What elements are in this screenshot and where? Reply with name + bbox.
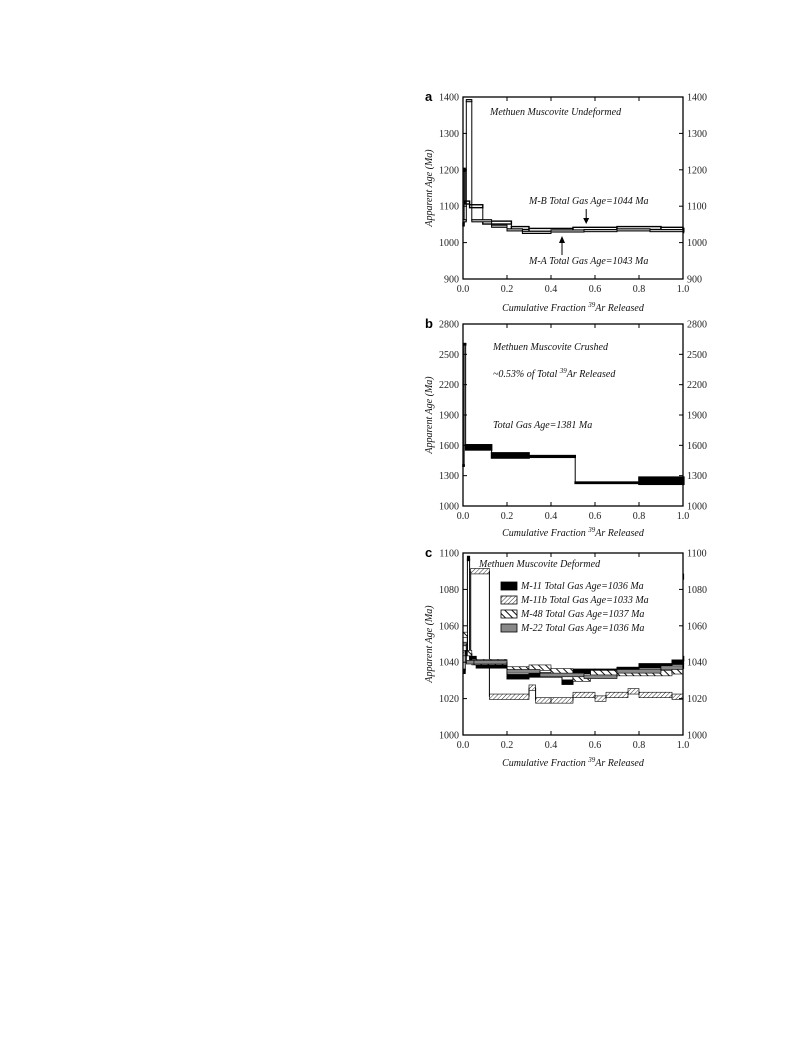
y-tick-label-left: 1020 (439, 694, 459, 706)
y-tick-label-left: 1400 (439, 92, 459, 104)
y-tick-label-right: 1900 (687, 410, 707, 422)
legend-swatch (501, 596, 517, 604)
x-tick-label: 0.6 (588, 740, 602, 751)
series-M-22 (463, 642, 684, 678)
step-bar (584, 675, 617, 679)
chart-title: Methuen Muscovite Deformed (479, 559, 601, 570)
step-bar (595, 696, 606, 701)
y-tick-label-left: 1060 (439, 621, 459, 633)
step-bar (628, 689, 639, 694)
x-tick-label: 0.0 (456, 740, 470, 751)
step-bar (551, 230, 584, 232)
y-tick-label-right: 1040 (687, 657, 707, 669)
step-bar (467, 650, 471, 655)
step-bar (529, 685, 536, 690)
x-tick-label: 0.2 (500, 511, 514, 522)
step-bar (463, 632, 467, 637)
x-tick-label: 0.6 (588, 284, 602, 295)
legend-swatch (501, 582, 517, 590)
step-bar (584, 229, 617, 231)
step-bar (489, 694, 529, 699)
y-tick-label-left: 1080 (439, 584, 459, 596)
y-axis-label: Apparent Age (Ma) (424, 605, 435, 683)
step-bar (507, 669, 540, 673)
y-tick-label-right: 2500 (687, 349, 707, 361)
panel-letter: c (425, 545, 433, 560)
y-tick-label-left: 1600 (439, 440, 459, 452)
step-bar (466, 660, 474, 664)
plot-frame (463, 97, 683, 279)
annotation-mb: M-B Total Gas Age=1044 Ma (529, 196, 649, 207)
x-tick-label: 1.0 (676, 740, 690, 751)
step-bar (472, 220, 492, 222)
step-bar (562, 680, 573, 684)
x-axis-label: Cumulative Fraction $^{39}$Ar Released (502, 526, 644, 539)
y-tick-label-right: 1100 (687, 548, 707, 560)
y-tick-label-right: 900 (687, 274, 702, 286)
y-tick-label-right: 1020 (687, 694, 707, 706)
x-axis-label: Cumulative Fraction $^{39}$Ar Released (502, 756, 644, 769)
arrowhead-mb (583, 218, 589, 224)
step-bar (529, 456, 575, 458)
y-tick-label-right: 1000 (687, 501, 707, 513)
y-tick-label-right: 1080 (687, 584, 707, 596)
x-tick-label: 0.2 (500, 740, 514, 751)
x-tick-label: 0.6 (588, 511, 602, 522)
y-tick-label-right: 1060 (687, 621, 707, 633)
step-bar (536, 698, 551, 703)
y-tick-label-left: 2200 (439, 380, 459, 392)
x-tick-label: 1.0 (676, 511, 690, 522)
step-bar (573, 692, 595, 697)
y-tick-label-left: 900 (444, 274, 459, 286)
step-bar (661, 666, 683, 670)
x-tick-label: 0.2 (500, 284, 514, 295)
y-tick-label-right: 1400 (687, 92, 707, 104)
y-tick-label-right: 2800 (687, 319, 707, 331)
total-gas-age-annotation: Total Gas Age=1381 Ma (493, 420, 593, 431)
y-tick-label-left: 1100 (439, 548, 459, 560)
panel-letter: b (425, 316, 433, 331)
step-bar (474, 660, 507, 664)
y-tick-label-right: 1000 (687, 730, 707, 742)
step-bar (507, 229, 522, 231)
y-tick-label-left: 1100 (439, 201, 459, 213)
y-tick-label-left: 1000 (439, 501, 459, 513)
step-bar (522, 231, 551, 233)
y-tick-label-right: 1100 (687, 201, 707, 213)
x-tick-label: 0.8 (632, 740, 646, 751)
legend-label: M-22 Total Gas Age=1036 Ma (521, 623, 645, 634)
y-tick-label-left: 1040 (439, 657, 459, 669)
x-tick-label: 1.0 (676, 284, 690, 295)
panel-letter: a (425, 89, 433, 104)
step-bar (492, 225, 507, 227)
y-tick-label-right: 2200 (687, 380, 707, 392)
step-bar (540, 673, 584, 677)
y-tick-label-left: 1000 (439, 238, 459, 250)
step-bar (639, 477, 683, 484)
y-tick-label-left: 1300 (439, 471, 459, 483)
series-M-A (463, 100, 684, 234)
legend-label: M-11 Total Gas Age=1036 Ma (521, 581, 644, 592)
arrowhead-ma (559, 236, 565, 243)
step-bar (650, 229, 683, 231)
x-tick-label: 0.8 (632, 284, 646, 295)
annotation-ma: M-A Total Gas Age=1043 Ma (529, 256, 649, 267)
y-tick-label-left: 2800 (439, 319, 459, 331)
panel-b (424, 316, 707, 539)
y-tick-label-right: 1000 (687, 238, 707, 250)
x-tick-label: 0.4 (544, 284, 558, 295)
legend-swatch (501, 610, 517, 618)
y-tick-label-left: 1900 (439, 410, 459, 422)
y-axis-label: Apparent Age (Ma) (424, 376, 435, 454)
y-tick-label-right: 1600 (687, 440, 707, 452)
x-tick-label: 0.8 (632, 511, 646, 522)
panel-a (424, 89, 707, 314)
step-bar (492, 453, 529, 458)
step-bar (617, 669, 661, 673)
chart-subtitle: ~0.53% of Total $^{39}$Ar Released (493, 367, 616, 380)
x-tick-label: 0.4 (544, 511, 558, 522)
chart-panels (424, 89, 707, 769)
x-tick-label: 0.0 (456, 284, 470, 295)
legend-swatch (501, 624, 517, 632)
step-bar (639, 692, 672, 697)
y-tick-label-left: 2500 (439, 349, 459, 361)
series-crushed (463, 344, 684, 485)
step-bar (507, 675, 529, 679)
x-tick-label: 0.0 (456, 511, 470, 522)
step-bar (617, 229, 650, 231)
step-bar (551, 698, 573, 703)
y-tick-label-left: 1200 (439, 165, 459, 177)
step-bar (466, 445, 492, 450)
chart-title: Methuen Muscovite Crushed (493, 342, 608, 353)
y-tick-label-left: 1000 (439, 730, 459, 742)
step-bar (606, 692, 628, 697)
panel-c (424, 545, 707, 769)
chart-title: Methuen Muscovite Undeformed (490, 107, 622, 118)
step-bar (575, 482, 639, 483)
x-axis-label: Cumulative Fraction $^{39}$Ar Released (502, 301, 644, 314)
step-bar (466, 100, 472, 102)
legend-label: M-48 Total Gas Age=1037 Ma (521, 609, 645, 620)
y-tick-label-right: 1300 (687, 471, 707, 483)
y-tick-label-left: 1300 (439, 128, 459, 140)
x-tick-label: 0.4 (544, 740, 558, 751)
y-tick-label-right: 1300 (687, 128, 707, 140)
y-axis-label: Apparent Age (Ma) (424, 149, 435, 227)
legend-label: M-11b Total Gas Age=1033 Ma (521, 595, 649, 606)
y-tick-label-right: 1200 (687, 165, 707, 177)
